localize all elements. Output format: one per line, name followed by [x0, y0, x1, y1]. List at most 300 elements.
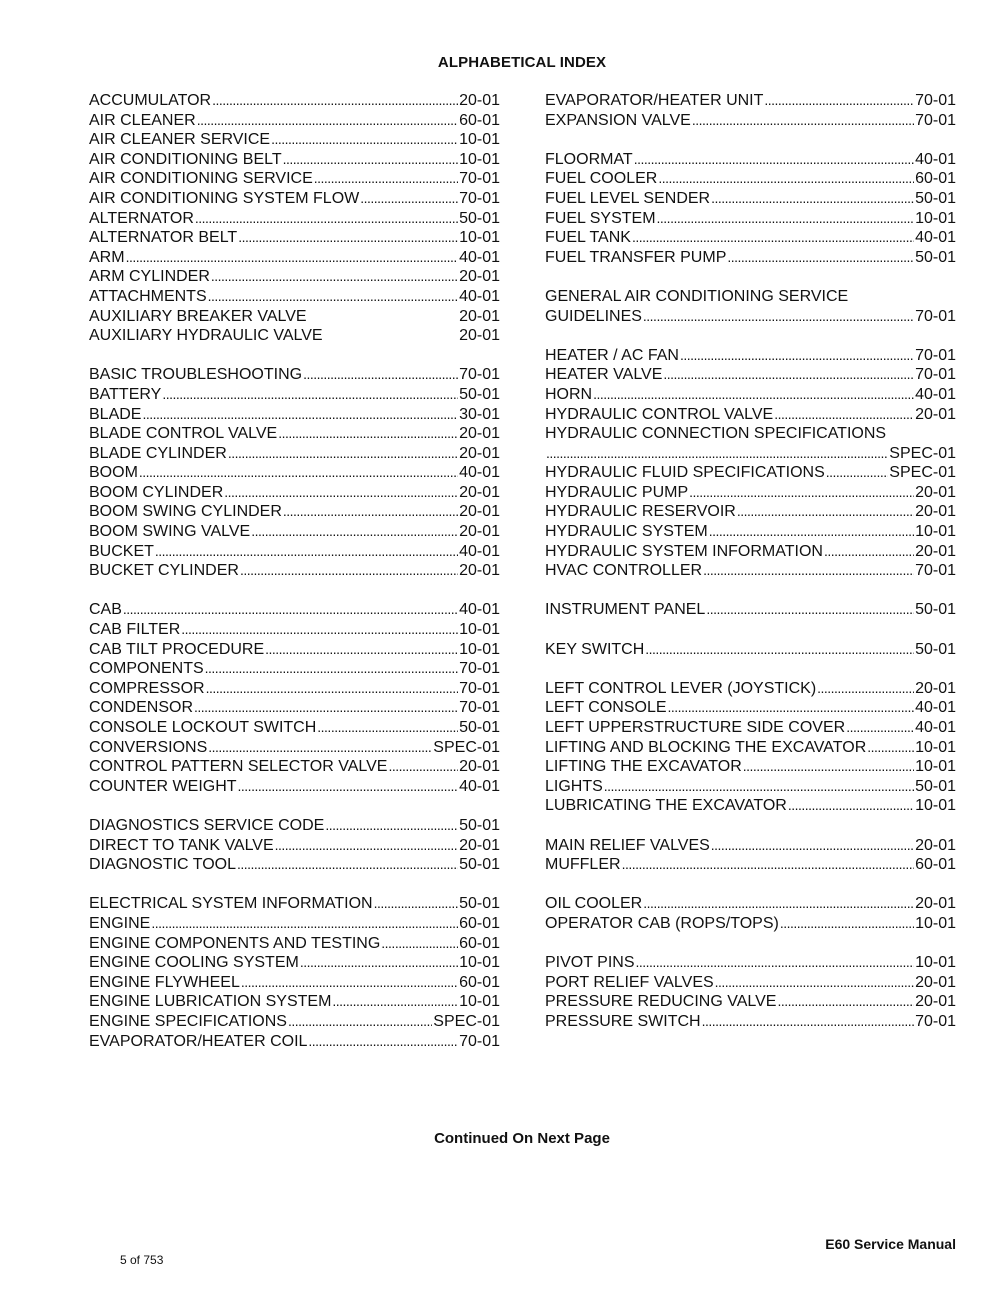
index-entry [545, 836, 956, 856]
index-entry-leader [151, 914, 458, 934]
index-entry [89, 502, 500, 522]
index-entry-leader [265, 640, 458, 660]
index-entry-name: HEATER / AC FAN [545, 346, 679, 364]
index-entry-name: PRESSURE SWITCH [545, 1012, 701, 1030]
index-entry-name: CAB FILTER [89, 621, 181, 639]
index-entry-name: CONTROL PATTERN SELECTOR VALVE [89, 758, 388, 776]
index-entry-page: 20-01 [915, 895, 956, 913]
index-entry-page: 70-01 [915, 1012, 956, 1030]
index-entry-leader [308, 1032, 458, 1052]
index-entry-name: HYDRAULIC FLUID SPECIFICATIONS [545, 464, 825, 482]
index-entry-leader [711, 836, 914, 856]
index-entry-page: 10-01 [915, 738, 956, 756]
index-entry-leader [668, 698, 915, 718]
index-entry [89, 228, 500, 248]
index-entry [89, 326, 500, 346]
index-entry-leader [817, 679, 914, 699]
index-entry-name: BUCKET CYLINDER [89, 562, 239, 580]
index-entry [545, 91, 956, 111]
index-entry-leader [155, 542, 458, 562]
index-entry [89, 914, 500, 934]
index-entry-page: 70-01 [459, 189, 500, 207]
index-entry [89, 1032, 500, 1052]
index-entry-page: 10-01 [459, 954, 500, 972]
index-entry-page: 70-01 [915, 307, 956, 325]
index-entry-leader [205, 659, 458, 679]
index-entry-name: BLADE CYLINDER [89, 444, 227, 462]
index-entry-name: BASIC TROUBLESHOOTING [89, 366, 303, 384]
manual-name: E60 Service Manual [825, 1236, 956, 1252]
index-entry [89, 738, 500, 758]
index-entry-name: BOOM CYLINDER [89, 483, 224, 501]
index-entry-leader [314, 169, 458, 189]
continued-note: Continued On Next Page [434, 1130, 610, 1147]
index-entry-leader [643, 894, 914, 914]
index-entry [89, 444, 500, 464]
index-entry-page: 70-01 [915, 562, 956, 580]
index-entry-name: ENGINE FLYWHEEL [89, 973, 240, 991]
index-entry-leader [634, 150, 914, 170]
index-entry-page: 50-01 [915, 640, 956, 658]
index-entry-page: 10-01 [915, 209, 956, 227]
index-entry-page: 40-01 [459, 601, 500, 619]
index-entry [545, 307, 956, 327]
index-entry-name: FUEL SYSTEM [545, 209, 656, 227]
index-spacer [89, 796, 500, 816]
index-entry-page: SPEC-01 [889, 464, 956, 482]
index-entry-page: 40-01 [459, 542, 500, 560]
index-entry [89, 600, 500, 620]
index-entry-name: AUXILIARY BREAKER VALVE [89, 307, 307, 325]
index-entry-page: 70-01 [915, 366, 956, 384]
index-entry-page: 20-01 [459, 836, 500, 854]
index-entry-name: FUEL TRANSFER PUMP [545, 248, 727, 266]
index-entry-name: ELECTRICAL SYSTEM INFORMATION [89, 895, 373, 913]
index-entry-leader [743, 757, 914, 777]
index-entry [89, 424, 500, 444]
index-entry-name: LIFTING AND BLOCKING THE EXCAVATOR [545, 738, 867, 756]
index-entry-name: OPERATOR CAB (ROPS/TOPS) [545, 914, 779, 932]
index-entry-name: OIL COOLER [545, 895, 643, 913]
index-entry-name: AIR CLEANER SERVICE [89, 131, 271, 149]
index-entry [545, 973, 956, 993]
index-entry-name: AIR CONDITIONING BELT [89, 150, 282, 168]
index-spacer [545, 875, 956, 895]
index-entry [545, 522, 956, 542]
index-entry [545, 169, 956, 189]
index-entry-leader [288, 1012, 432, 1032]
index-entry-name: GENERAL AIR CONDITIONING SERVICE [545, 287, 849, 305]
index-entry [545, 405, 956, 425]
index-entry [89, 405, 500, 425]
index-entry-page: 20-01 [459, 483, 500, 501]
page-count: 5 of 753 [120, 1253, 164, 1267]
index-entry-leader [360, 189, 458, 209]
index-entry [545, 992, 956, 1012]
index-entry-page: 10-01 [915, 758, 956, 776]
index-entry-name: DIRECT TO TANK VALVE [89, 836, 274, 854]
index-entry-leader [241, 973, 458, 993]
index-entry-page: 70-01 [915, 346, 956, 364]
index-entry-page: 70-01 [459, 366, 500, 384]
index-entry-name: COMPRESSOR [89, 679, 205, 697]
index-entry-name: ACCUMULATOR [89, 92, 212, 109]
index-entry-leader [139, 463, 458, 483]
index-entry-leader [275, 836, 458, 856]
index-entry [89, 542, 500, 562]
index-entry-name: LEFT CONTROL LEVER (JOYSTICK) [545, 679, 817, 697]
index-entry [545, 561, 956, 581]
index-entry-page: 10-01 [915, 914, 956, 932]
index-entry-page: 50-01 [459, 209, 500, 227]
index-entry-page: 40-01 [915, 699, 956, 717]
index-entry-page: 20-01 [915, 993, 956, 1011]
index-entry-page: 20-01 [459, 268, 500, 286]
index-entry-page: 20-01 [915, 836, 956, 854]
index-entry-leader [251, 522, 458, 542]
index-entry [545, 777, 956, 797]
index-spacer [545, 620, 956, 640]
index-entry-page: 40-01 [459, 248, 500, 266]
index-entry [545, 150, 956, 170]
index-entry [89, 365, 500, 385]
index-entry [89, 522, 500, 542]
index-entry-page: 60-01 [459, 914, 500, 932]
index-entry [89, 992, 500, 1012]
index-entry-name: ARM [89, 248, 125, 266]
index-entry-leader [715, 973, 914, 993]
index-entry-leader [211, 267, 458, 287]
index-entry-name: FUEL COOLER [545, 170, 658, 188]
index-column-right [545, 91, 956, 1032]
index-entry-name: HEATER VALVE [545, 366, 663, 384]
index-spacer [545, 816, 956, 836]
index-entry-name: CAB TILT PROCEDURE [89, 640, 265, 658]
index-entry-page: 50-01 [459, 895, 500, 913]
index-entry-page: 50-01 [915, 777, 956, 795]
index-entry [545, 444, 956, 464]
index-column-left [89, 91, 500, 1051]
index-entry-leader [283, 502, 458, 522]
index-entry-name: LIFTING THE EXCAVATOR [545, 758, 742, 776]
index-entry-name: COUNTER WEIGHT [89, 777, 237, 795]
index-entry-name: ENGINE SPECIFICATIONS [89, 1012, 287, 1030]
index-entry-name: LIGHTS [545, 777, 603, 795]
index-entry-page: 70-01 [459, 660, 500, 678]
index-entry-leader [303, 365, 458, 385]
index-spacer [545, 659, 956, 679]
index-entry-name: ARM CYLINDER [89, 268, 210, 286]
index-entry-leader [689, 483, 914, 503]
index-entry-page: 10-01 [459, 621, 500, 639]
index-entry-name: HVAC CONTROLLER [545, 562, 703, 580]
index-entry-leader [300, 953, 458, 973]
index-entry-leader [706, 600, 914, 620]
index-entry [89, 620, 500, 640]
index-entry-leader [774, 405, 914, 425]
index-entry [545, 287, 956, 307]
index-entry [89, 248, 500, 268]
index-entry-leader [197, 111, 458, 131]
index-entry-page: 70-01 [915, 92, 956, 109]
index-entry-page: 50-01 [459, 385, 500, 403]
index-entry [545, 346, 956, 366]
index-entry [545, 365, 956, 385]
index-spacer [545, 267, 956, 287]
index-entry [89, 561, 500, 581]
index-entry [545, 463, 956, 483]
index-entry [545, 953, 956, 973]
index-entry [545, 209, 956, 229]
index-entry [89, 307, 500, 327]
index-entry-page: 50-01 [459, 816, 500, 834]
index-entry-name: AIR CLEANER [89, 111, 196, 129]
index-entry-name: BLADE [89, 405, 142, 423]
index-entry-name: PIVOT PINS [545, 954, 635, 972]
index-entry-page: SPEC-01 [433, 738, 500, 756]
index-entry [545, 424, 956, 444]
index-entry-page: 20-01 [459, 758, 500, 776]
index-entry [89, 718, 500, 738]
index-entry-page: 20-01 [915, 973, 956, 991]
index-entry-page: 20-01 [459, 562, 500, 580]
index-entry-leader [867, 738, 914, 758]
index-entry [545, 189, 956, 209]
index-entry-leader [208, 738, 432, 758]
index-entry-leader [788, 796, 914, 816]
index-entry-page: 40-01 [459, 777, 500, 795]
index-entry-name: ALTERNATOR [89, 209, 194, 227]
index-entry-leader [703, 561, 914, 581]
index-entry-leader [237, 855, 458, 875]
index-entry-page: 10-01 [459, 150, 500, 168]
index-entry-leader [546, 444, 888, 464]
index-entry [89, 836, 500, 856]
index-entry-name: HYDRAULIC SYSTEM [545, 523, 708, 541]
index-entry-page: 70-01 [915, 111, 956, 129]
index-entry-name: FUEL TANK [545, 229, 631, 247]
index-entry-leader [142, 405, 458, 425]
index-entry-name: HYDRAULIC CONNECTION SPECIFICATIONS [545, 425, 887, 443]
index-entry [89, 483, 500, 503]
index-entry-name: AIR CONDITIONING SERVICE [89, 170, 313, 188]
index-entry-leader [680, 346, 914, 366]
index-entry-page: 60-01 [459, 973, 500, 991]
index-entry-name: LUBRICATING THE EXCAVATOR [545, 797, 787, 815]
index-entry [89, 855, 500, 875]
index-entry-leader [636, 953, 915, 973]
index-spacer [545, 130, 956, 150]
index-entry-page: 20-01 [459, 523, 500, 541]
index-entry-page: 40-01 [459, 464, 500, 482]
index-entry-leader [764, 91, 914, 111]
index-spacer [89, 581, 500, 601]
index-entry [89, 189, 500, 209]
index-entry-leader [194, 698, 458, 718]
index-entry-page: 70-01 [459, 1032, 500, 1050]
index-entry-name: ENGINE COOLING SYSTEM [89, 954, 299, 972]
index-entry [89, 698, 500, 718]
index-spacer [545, 326, 956, 346]
index-entry-leader [727, 248, 914, 268]
index-entry [89, 463, 500, 483]
index-entry-name: ALTERNATOR BELT [89, 229, 238, 247]
index-entry-name: BOOM [89, 464, 138, 482]
index-entry-name: HYDRAULIC CONTROL VALVE [545, 405, 774, 423]
index-entry-page: 20-01 [915, 405, 956, 423]
index-entry-page: 10-01 [915, 523, 956, 541]
index-entry [545, 796, 956, 816]
index-entry-name: BLADE CONTROL VALVE [89, 425, 278, 443]
index-entry-page: 20-01 [915, 679, 956, 697]
index-entry-name: BATTERY [89, 385, 162, 403]
index-entry-name: HYDRAULIC SYSTEM INFORMATION [545, 542, 823, 560]
index-entry-leader [702, 1012, 915, 1032]
index-entry-leader [224, 483, 458, 503]
index-entry-page: 70-01 [459, 170, 500, 188]
index-entry-page: 60-01 [915, 856, 956, 874]
index-spacer [89, 346, 500, 366]
index-entry-leader [212, 91, 458, 111]
index-entry-leader [181, 620, 458, 640]
index-entry-name: BOOM SWING VALVE [89, 523, 251, 541]
index-entry-name: EXPANSION VALVE [545, 111, 691, 129]
index-entry-name: MUFFLER [545, 856, 621, 874]
index-entry-leader [780, 914, 914, 934]
index-entry-leader [123, 600, 458, 620]
index-entry-name: ENGINE LUBRICATION SYSTEM [89, 993, 332, 1011]
index-entry-page: 10-01 [459, 131, 500, 149]
index-entry-leader [374, 894, 458, 914]
index-entry-page: 20-01 [915, 542, 956, 560]
index-entry [545, 718, 956, 738]
index-entry [89, 287, 500, 307]
index-entry-leader [162, 385, 458, 405]
index-entry [545, 600, 956, 620]
index-entry-leader [126, 248, 459, 268]
index-entry [89, 973, 500, 993]
index-entry-leader [228, 444, 458, 464]
index-entry [89, 777, 500, 797]
index-entry-page: 10-01 [915, 797, 956, 815]
index-entry-leader [278, 424, 458, 444]
index-entry [545, 914, 956, 934]
index-entry-leader [381, 934, 458, 954]
index-entry-name: FUEL LEVEL SENDER [545, 189, 711, 207]
index-entry-leader [195, 209, 458, 229]
index-entry-name: CAB [89, 601, 122, 619]
index-spacer [545, 581, 956, 601]
index-entry-page: 20-01 [915, 483, 956, 501]
index-entry-page: 50-01 [459, 719, 500, 736]
index-entry-leader [208, 287, 458, 307]
index-entry-page: 50-01 [915, 189, 956, 207]
index-entry-name: ENGINE [89, 914, 151, 932]
index-entry-leader [332, 992, 458, 1012]
index-entry [89, 169, 500, 189]
index-entry [89, 91, 500, 111]
index-entry-leader [711, 189, 914, 209]
index-entry [545, 855, 956, 875]
index-entry-page: 10-01 [459, 229, 500, 247]
index-entry [89, 816, 500, 836]
index-entry-page: 40-01 [915, 719, 956, 736]
index-entry-leader [846, 718, 914, 738]
index-entry [545, 385, 956, 405]
index-entry [545, 640, 956, 660]
index-entry-page: 70-01 [459, 679, 500, 697]
index-entry [89, 1012, 500, 1032]
index-entry-name: ENGINE COMPONENTS AND TESTING [89, 934, 381, 952]
index-entry-leader [622, 855, 915, 875]
index-entry-leader [593, 385, 914, 405]
index-entry [545, 542, 956, 562]
index-entry-page: 60-01 [459, 934, 500, 952]
index-spacer [89, 875, 500, 895]
index-entry-name: GUIDELINES [545, 307, 642, 325]
index-entry-page: 50-01 [915, 601, 956, 619]
index-entry [545, 679, 956, 699]
index-entry [89, 111, 500, 131]
index-entry-name: CONSOLE LOCKOUT SWITCH [89, 719, 317, 736]
index-entry-page: 10-01 [459, 640, 500, 658]
index-entry-name: LEFT CONSOLE [545, 699, 667, 717]
index-entry-leader [238, 228, 458, 248]
index-entry-name: PRESSURE REDUCING VALVE [545, 993, 777, 1011]
index-entry-page: 20-01 [459, 327, 500, 345]
index-entry-leader [317, 718, 458, 738]
index-entry [89, 385, 500, 405]
index-entry-name: BOOM SWING CYLINDER [89, 503, 282, 521]
index-entry-name: DIAGNOSTICS SERVICE CODE [89, 816, 325, 834]
index-entry [545, 894, 956, 914]
index-entry-name: HYDRAULIC PUMP [545, 483, 689, 501]
index-entry-name: AIR CONDITIONING SYSTEM FLOW [89, 189, 360, 207]
index-entry-page: 40-01 [915, 150, 956, 168]
index-entry-page: 20-01 [915, 503, 956, 521]
index-entry [89, 894, 500, 914]
index-entry-name: LEFT UPPERSTRUCTURE SIDE COVER [545, 719, 846, 736]
index-entry-name: KEY SWITCH [545, 640, 645, 658]
index-entry [89, 679, 500, 699]
index-entry-leader [240, 561, 458, 581]
index-entry-page: SPEC-01 [889, 444, 956, 462]
index-entry-leader [777, 992, 914, 1012]
index-entry-page: 10-01 [459, 993, 500, 1011]
index-entry-leader [692, 111, 914, 131]
index-entry-page: SPEC-01 [433, 1012, 500, 1030]
index-spacer [545, 934, 956, 954]
index-entry-name: ATTACHMENTS [89, 287, 207, 305]
index-entry-leader [325, 816, 458, 836]
index-entry-page: 20-01 [459, 444, 500, 462]
index-entry-leader [238, 777, 459, 797]
index-entry [545, 248, 956, 268]
index-entry-page: 70-01 [459, 699, 500, 717]
index-entry-name: HORN [545, 385, 593, 403]
index-entry [545, 228, 956, 248]
index-entry-page: 40-01 [915, 385, 956, 403]
index-entry [89, 209, 500, 229]
index-entry-leader [663, 365, 914, 385]
index-entry-leader [709, 522, 914, 542]
index-entry-page: 10-01 [915, 954, 956, 972]
index-entry [545, 483, 956, 503]
index-entry [89, 757, 500, 777]
index-entry-page: 60-01 [459, 111, 500, 129]
index-entry-page: 20-01 [459, 503, 500, 521]
index-entry-name: CONVERSIONS [89, 738, 208, 756]
